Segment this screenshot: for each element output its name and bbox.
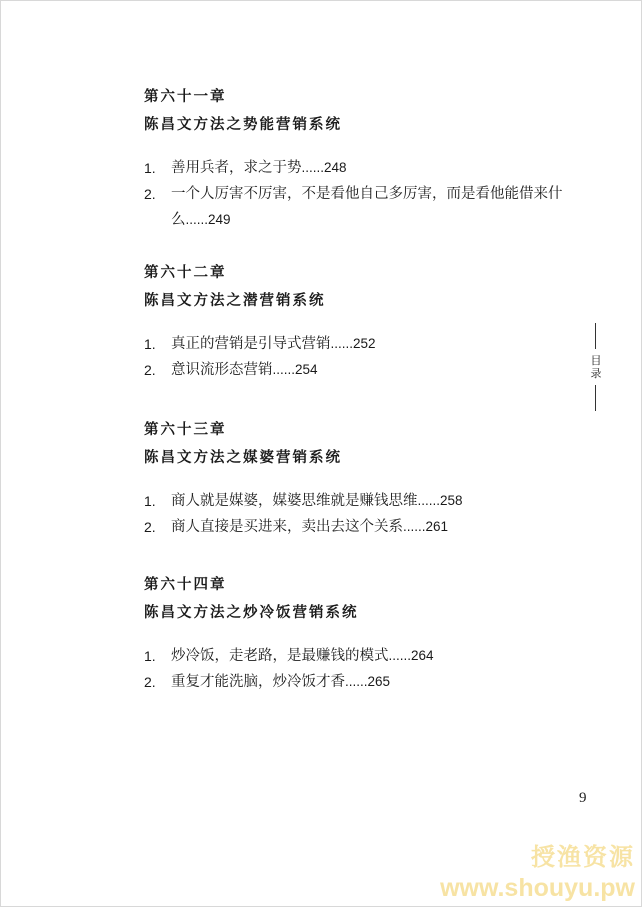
item-dots: ......: [403, 519, 426, 534]
item-page: 254: [295, 362, 318, 377]
toc-item[interactable]: [144, 669, 584, 695]
item-dots: ......: [345, 674, 368, 689]
item-dots: ......: [388, 648, 412, 663]
toc-list: [144, 643, 584, 695]
item-title: 意识流形态营销: [171, 362, 273, 378]
chapter-title: 陈昌文方法之势能营销系统: [144, 116, 342, 133]
toc-item[interactable]: [144, 331, 584, 357]
toc-item[interactable]: [144, 155, 584, 181]
item-dots: ......: [417, 493, 441, 508]
side-tab-label: 目录: [590, 354, 602, 380]
item-page: 265: [367, 674, 391, 689]
chapter-62: [144, 263, 584, 383]
item-dots: ......: [330, 336, 354, 351]
watermark: [395, 842, 635, 904]
item-dots: ......: [185, 212, 209, 227]
item-page: 264: [411, 648, 434, 663]
item-number: 1.: [144, 648, 156, 664]
item-title: 重复才能洗脑，炒冷饭才香: [171, 674, 345, 690]
item-title: 善用兵者，求之于势: [171, 160, 302, 176]
item-number: 2.: [144, 186, 156, 202]
toc-item[interactable]: [144, 357, 584, 383]
item-title: 商人就是媒婆，媒婆思维就是赚钱思维: [171, 493, 418, 509]
chapter-number: 第六十一章: [144, 88, 227, 105]
toc-item[interactable]: [144, 488, 584, 514]
page-number: 9: [579, 790, 587, 806]
item-title: 炒冷饭，走老路，是最赚钱的模式: [171, 648, 389, 664]
item-number: 1.: [144, 336, 156, 352]
item-page: 258: [440, 493, 463, 508]
toc-item[interactable]: [144, 181, 584, 233]
watermark-url: www.shouyu.pw: [440, 874, 635, 902]
item-page: 261: [425, 519, 449, 534]
item-number: 2.: [144, 519, 156, 535]
chapter-number: 第六十四章: [144, 576, 227, 593]
chapter-number: 第六十三章: [144, 421, 227, 438]
chapter-title: 陈昌文方法之潜营销系统: [144, 292, 326, 309]
chapter-61: [144, 87, 584, 233]
item-number: 1.: [144, 160, 156, 176]
toc-list: [144, 155, 584, 233]
toc-item[interactable]: [144, 643, 584, 669]
chapter-63: [144, 420, 584, 540]
chapter-title: 陈昌文方法之媒婆营销系统: [144, 449, 342, 466]
item-page: 248: [324, 160, 347, 175]
item-page: 249: [208, 212, 231, 227]
item-number: 1.: [144, 493, 156, 509]
side-tab-bottom-line: [595, 385, 596, 411]
watermark-title: 授渔资源: [531, 843, 635, 871]
item-dots: ......: [301, 160, 325, 175]
side-tab-top-line: [595, 323, 596, 349]
toc-list: [144, 331, 584, 383]
chapter-number: 第六十二章: [144, 264, 227, 281]
item-title: 商人直接是买进来，卖出去这个关系: [171, 519, 403, 535]
item-number: 2.: [144, 674, 156, 690]
toc-side-tab: [587, 323, 605, 411]
item-page: 252: [353, 336, 376, 351]
toc-list: [144, 488, 584, 540]
chapter-64: [144, 575, 584, 695]
item-title: 真正的营销是引导式营销: [171, 336, 331, 352]
toc-item[interactable]: [144, 514, 584, 540]
item-number: 2.: [144, 362, 156, 378]
item-title: 一个人厉害不厉害，不是看他自己多厉害，而是看他能借来什么: [171, 186, 563, 228]
chapter-title: 陈昌文方法之炒冷饭营销系统: [144, 604, 359, 621]
item-dots: ......: [272, 362, 296, 377]
